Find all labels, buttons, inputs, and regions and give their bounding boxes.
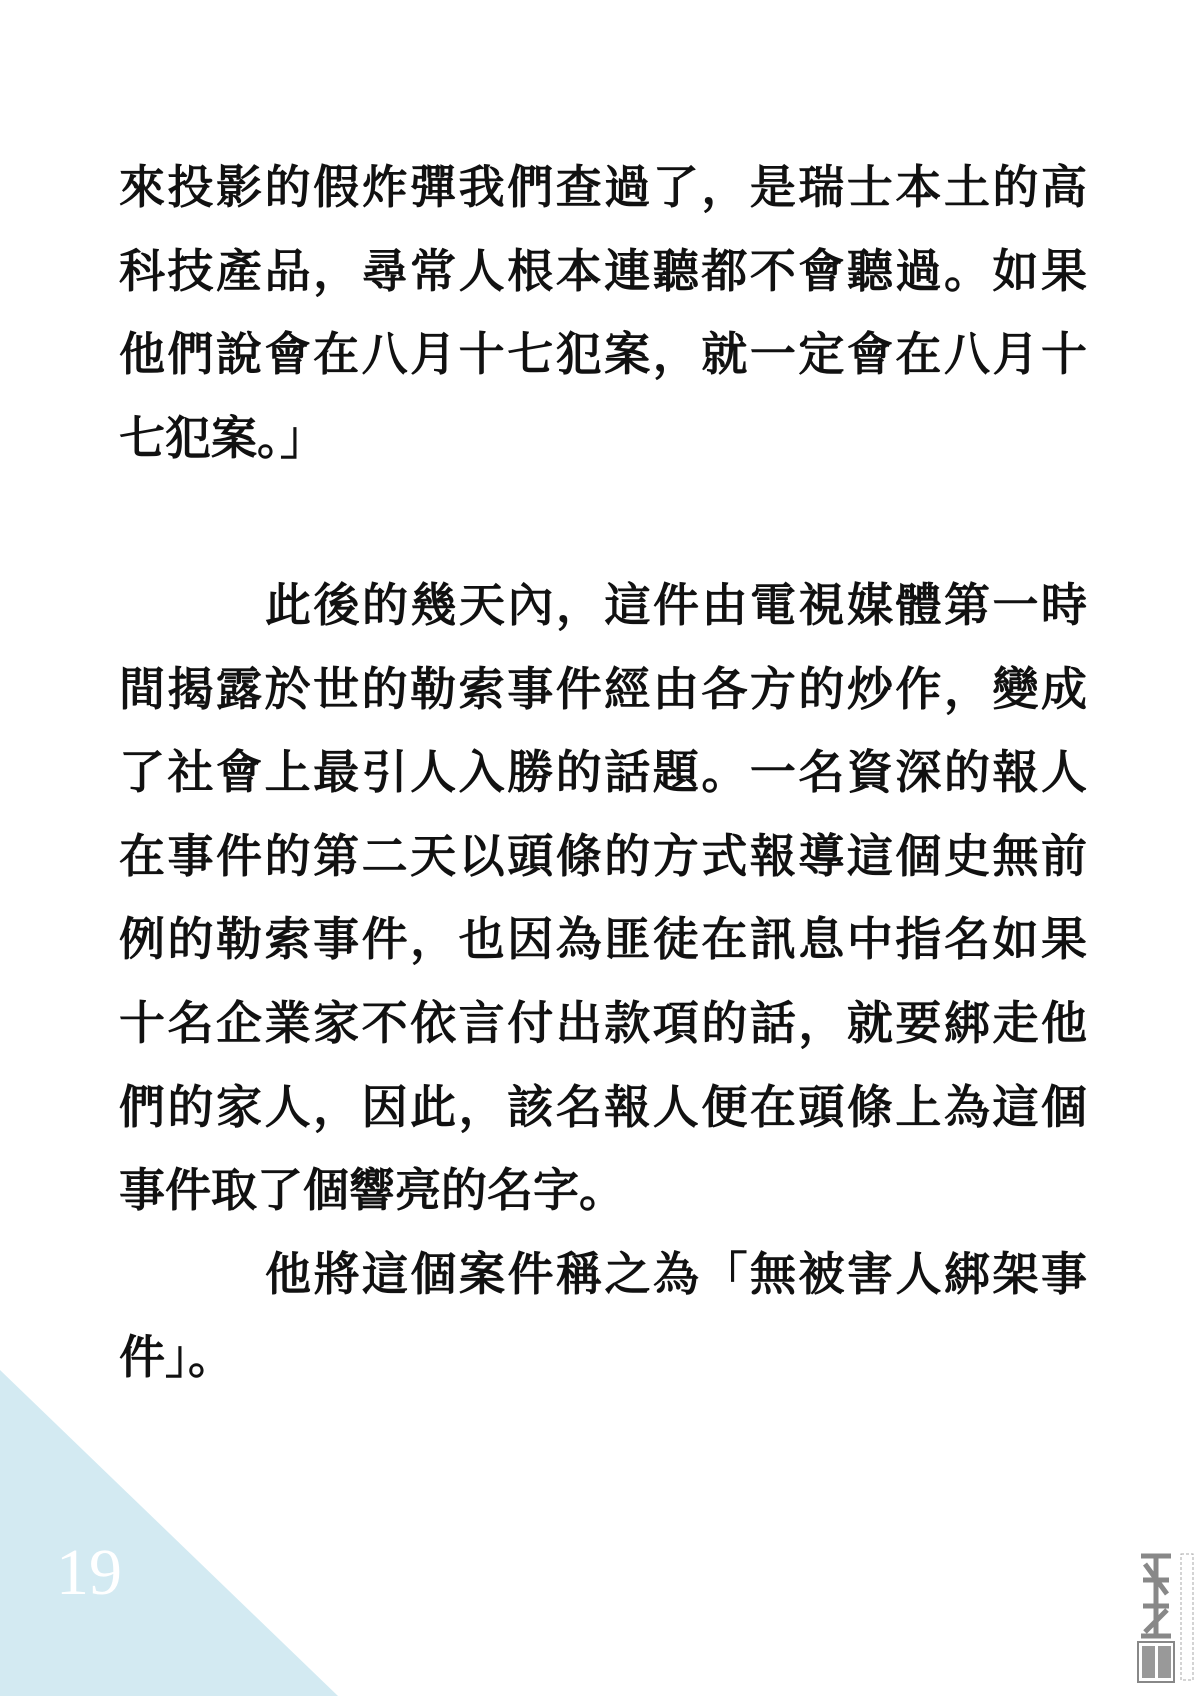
text-line: 科技產品，尋常人根本連聽都不會聽過。如果 <box>119 243 1087 298</box>
text-line: 他們說會在八月十七犯案，就一定會在八月十 <box>119 327 1087 382</box>
manben-watermark-logo <box>1137 1550 1197 1684</box>
paragraph-2 <box>119 564 1087 1233</box>
text-line: 事件取了個響亮的名字。 <box>119 1163 625 1218</box>
body-text <box>119 146 1087 1400</box>
text-line: 來投影的假炸彈我們查過了，是瑞士本土的高 <box>119 160 1087 214</box>
text-line: 此後的幾天內，這件由電視媒體第一時 <box>265 577 1087 632</box>
text-line: 十名企業家不依言付出款項的話，就要綁走他 <box>119 995 1087 1050</box>
text-line: 了社會上最引人入勝的話題。一名資深的報人 <box>119 745 1087 800</box>
text-line: 在事件的第二天以頭條的方式報導這個史無前 <box>119 828 1087 883</box>
text-line: 七犯案。」 <box>119 410 326 465</box>
text-line: 件」。 <box>119 1330 234 1385</box>
paragraph-gap <box>119 480 1087 564</box>
paragraph-3 <box>119 1233 1087 1400</box>
text-line: 間揭露於世的勒索事件經由各方的炒作，變成 <box>119 661 1087 716</box>
text-line: 例的勒索事件，也因為匪徒在訊息中指名如果 <box>119 912 1087 967</box>
page-number: 19 <box>56 1536 122 1609</box>
text-line: 們的家人，因此，該名報人便在頭條上為這個 <box>119 1079 1087 1134</box>
text-line: 他將這個案件稱之為「無被害人綁架事 <box>265 1246 1087 1301</box>
paragraph-1 <box>119 146 1087 480</box>
